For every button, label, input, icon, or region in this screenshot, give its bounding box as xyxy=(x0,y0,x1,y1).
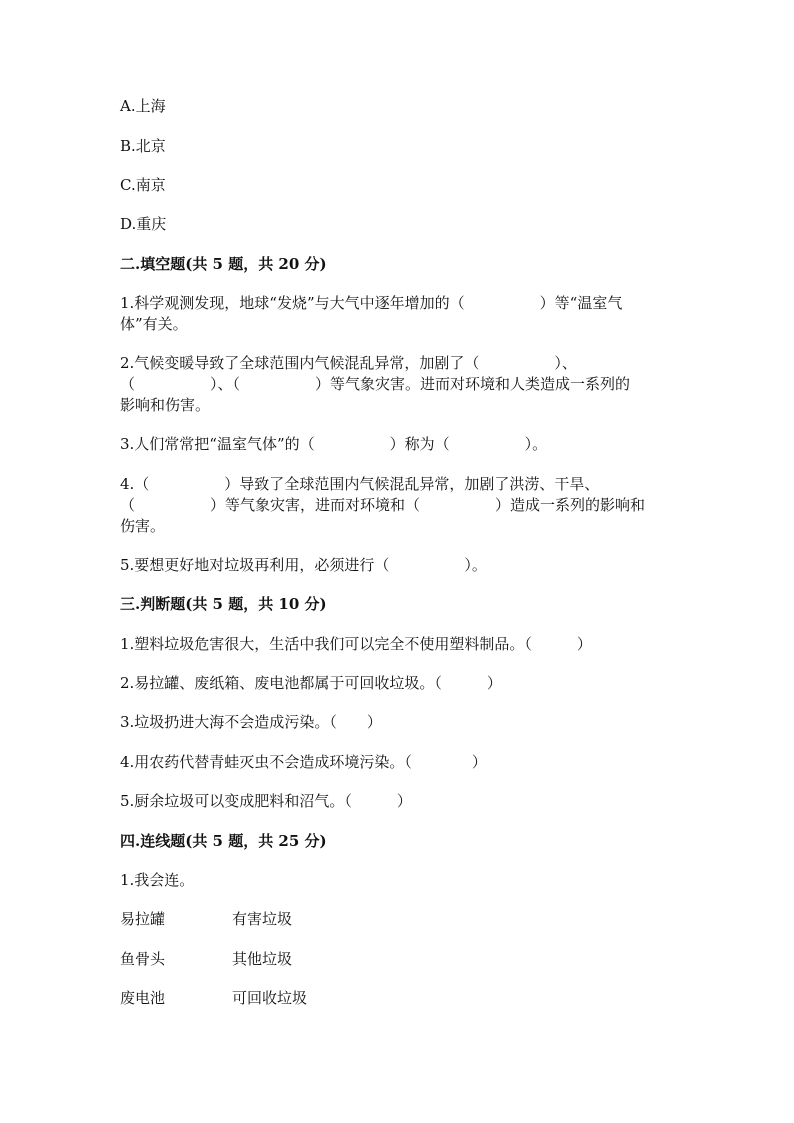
match-right-item: 有害垃圾 xyxy=(232,910,293,928)
match-right-item: 其他垃圾 xyxy=(232,950,293,968)
s2-question-4-line-2: （ ）等气象灾害，进而对环境和（ ）造成一系列的影响和 xyxy=(120,496,646,514)
match-left-item: 废电池 xyxy=(120,989,166,1007)
section-3-title: 三.判断题(共 5 题，共 10 分) xyxy=(120,595,327,613)
s2-question-1-line-1: 1.科学观测发现，地球“发烧”与大气中逐年增加的（ ）等“温室气 xyxy=(120,294,623,312)
s2-question-1-line-2: 体”有关。 xyxy=(120,315,188,333)
option-c: C.南京 xyxy=(120,176,166,194)
s3-question-2: 2.易拉罐、废纸箱、废电池都属于可回收垃圾。（ ） xyxy=(120,674,502,692)
match-right-item: 可回收垃圾 xyxy=(232,989,308,1007)
section-4-title: 四.连线题(共 5 题，共 25 分) xyxy=(120,832,327,850)
s4-question-1: 1.我会连。 xyxy=(120,871,195,889)
s3-question-1: 1.塑料垃圾危害很大，生活中我们可以完全不使用塑料制品。（ ） xyxy=(120,635,592,653)
option-a: A.上海 xyxy=(120,97,166,115)
match-left-item: 鱼骨头 xyxy=(120,950,166,968)
s2-question-4-line-1: 4.（ ）导致了全球范围内气候混乱异常，加剧了洪涝、干旱、 xyxy=(120,475,600,493)
s2-question-5: 5.要想更好地对垃圾再利用，必须进行（ ）。 xyxy=(120,556,487,574)
option-d: D.重庆 xyxy=(120,215,167,233)
s2-question-2-line-1: 2.气候变暖导致了全球范围内气候混乱异常，加剧了（ ）、 xyxy=(120,354,577,372)
s3-question-3: 3.垃圾扔进大海不会造成污染。（ ） xyxy=(120,713,382,731)
match-left-item: 易拉罐 xyxy=(120,910,166,928)
option-b: B.北京 xyxy=(120,137,166,155)
s2-question-2-line-2: （ ）、（ ）等气象灾害。进而对环境和人类造成一系列的 xyxy=(120,375,631,393)
s2-question-2-line-3: 影响和伤害。 xyxy=(120,396,211,414)
s3-question-5: 5.厨余垃圾可以变成肥料和沼气。（ ） xyxy=(120,792,412,810)
s3-question-4: 4.用农药代替青蛙灭虫不会造成环境污染。（ ） xyxy=(120,753,487,771)
section-2-title: 二.填空题(共 5 题，共 20 分) xyxy=(120,255,327,273)
s2-question-4-line-3: 伤害。 xyxy=(120,517,166,535)
s2-question-3: 3.人们常常把“温室气体”的（ ）称为（ ）。 xyxy=(120,435,548,453)
